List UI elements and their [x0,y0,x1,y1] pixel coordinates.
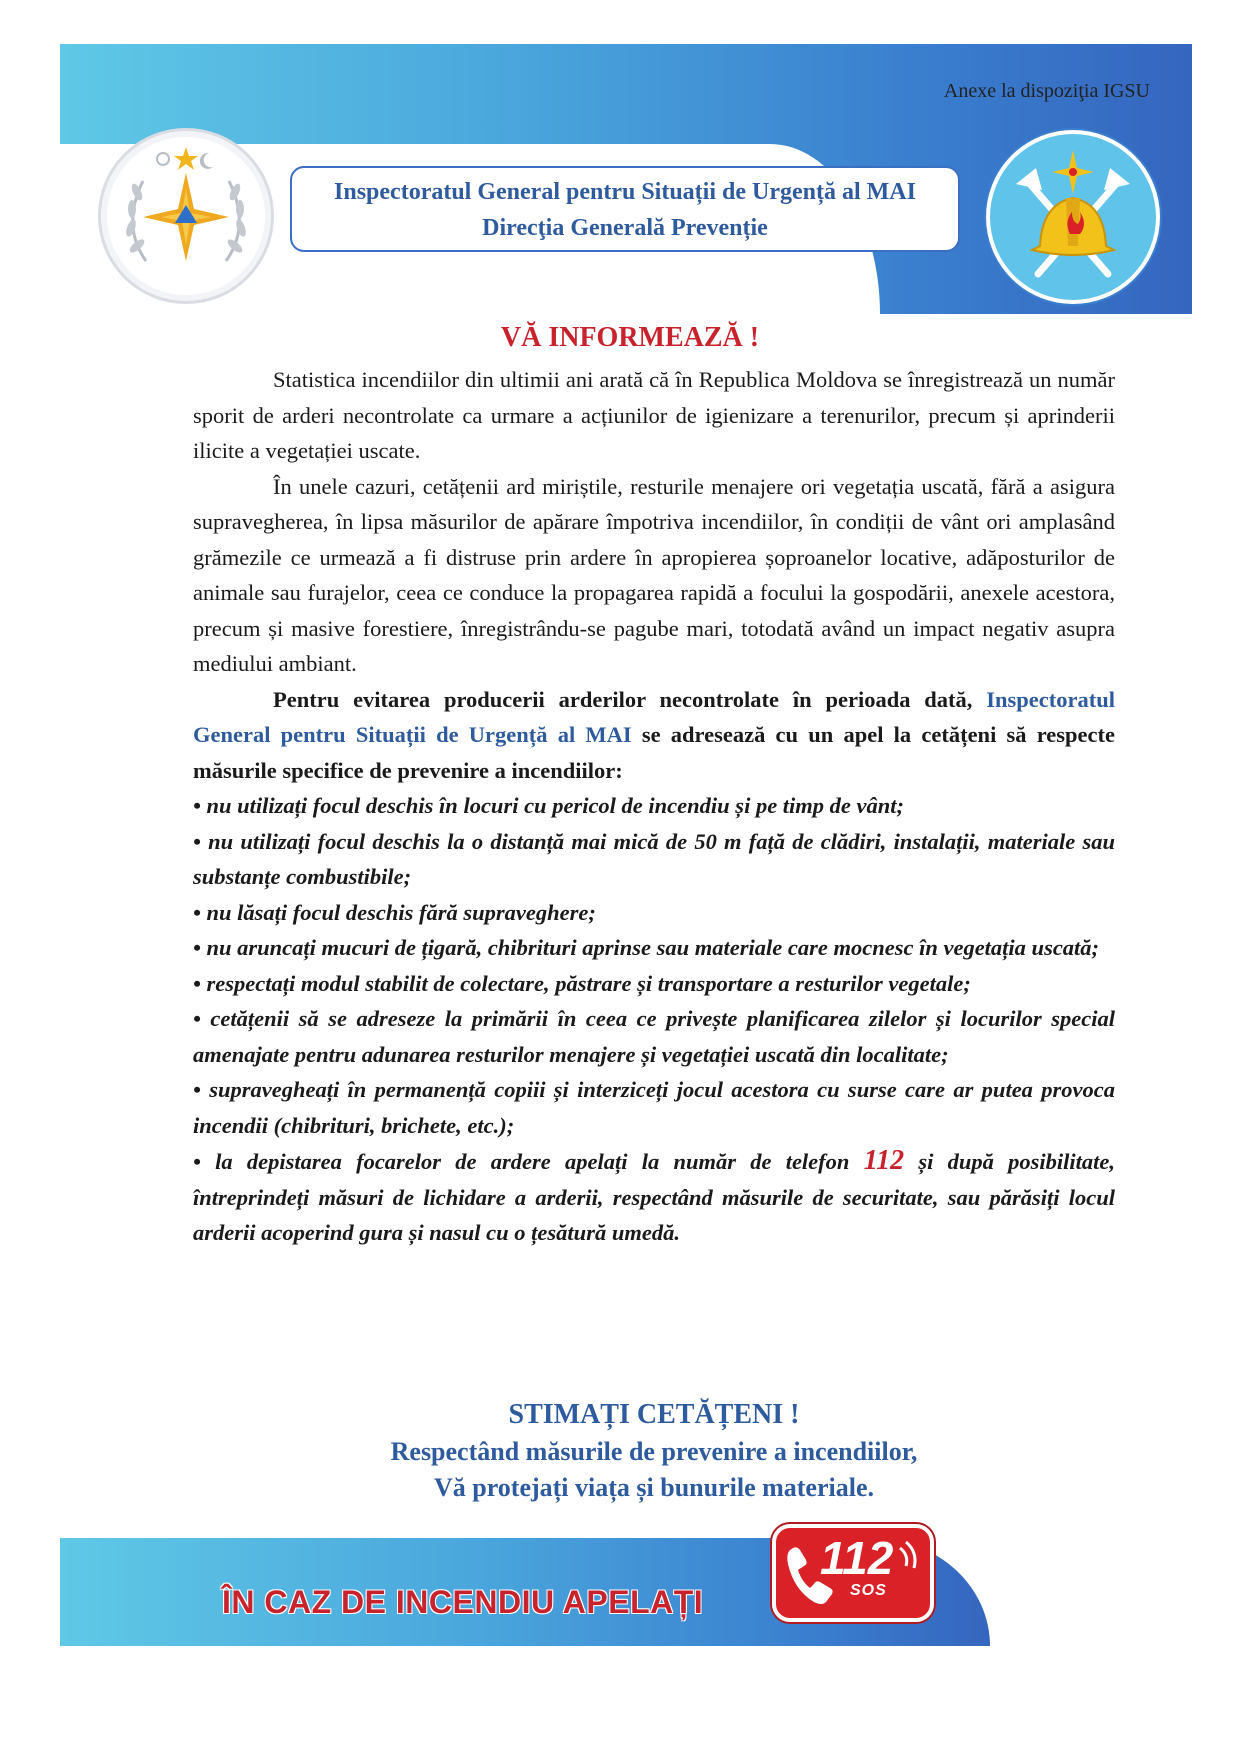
closing-title: STIMAȚI CETĂȚENI ! [508,1399,800,1430]
list-item: • nu utilizați focul deschis la o distanță mai mică de 50 m față de clădiri, instalații, materiale sau substanțe combustibile; [193,828,1115,889]
badge-number: 112 [820,1532,894,1584]
closing-message [193,1396,1115,1506]
paragraph-appeal [193,682,1115,789]
firefighter-emblem-icon [986,130,1160,304]
prevention-measures-list [193,788,1115,1251]
appeal-organization: Inspectoratul General pentru Situații de Urgență al MAI [193,686,1115,747]
annex-reference: Anexe la dispoziţia IGSU [943,80,1150,102]
closing-line-1: Respectând măsurile de prevenire a incendiilor, [390,1437,918,1466]
notice-body [193,362,1115,1251]
institution-title-box [290,166,960,252]
emergency-call-start: • la depistarea focarelor de ardere apelați la număr de telefon [193,1149,850,1174]
emergency-call-end: și după posibilitate, întreprindeți măsuri de lichidare a arderii, respectând măsurile de securitate, sau părăsiți locul arderii acoperind gura și nasul cu o țesătură umedă. [193,1149,1116,1245]
appeal-end: se adresează cu un apel la cetățeni să respecte măsurile specifice de prevenire a incendiilor: [193,722,1116,783]
closing-line-2: Vă protejați viața și bunurile materiale. [433,1473,875,1502]
igsu-emblem-icon [98,128,274,304]
institution-name: Inspectoratul General pentru Situații de Urgență al MAI [334,179,916,205]
emergency-number: 112 [863,1145,905,1176]
paragraph-statistics: Statistica incendiilor din ultimii ani arată că în Republica Moldova se înregistrează un număr sporit de arderi necontrolate ca urmare a acțiunilor de igienizare a terenurilor, precum și aprinderii ilicite a vegetației uscate. [193,367,1115,463]
list-item: • cetățenii să se adreseze la primării în ceea ce privește planificarea zilelor și locurilor special amenajate pentru adunarea resturilor menajere și vegetației uscată din localitate; [193,1006,1115,1067]
list-item: • nu utilizați focul deschis în locuri cu pericol de incendiu și pe timp de vânt; [193,793,905,818]
badge-label: SOS [850,1582,887,1599]
list-item-emergency-call [193,1143,1115,1251]
list-item: • supravegheați în permanență copiii și interziceți jocul acestora cu surse care ar putea provoca incendii (chibrituri, brichete, etc.); [193,1077,1115,1138]
list-item: • nu lăsați focul deschis fără supraveghere; [193,899,596,925]
page-heading: VĂ INFORMEAZĂ ! [500,322,760,353]
footer-call-text: ÎN CAZ DE INCENDIU APELAȚI [222,1584,704,1620]
list-item: • nu aruncați mucuri de țigară, chibrituri aprinse sau materiale care mocnesc în vegetația uscată; [193,935,1100,960]
appeal-start: Pentru evitarea producerii arderilor necontrolate în perioada dată, [273,686,973,712]
paragraph-causes: În unele cazuri, cetățenii ard miriștile, resturile menajere ori vegetația uscată, fără a asigura supravegherea, în lipsa măsurilor de apărare împotriva incendiilor, în condiții de vânt ori amplasând grămezile ce urmează a fi distruse prin ardere în apropierea șoproanelor locative, adăposturilor de animale sau furajelor, ceea ce conduce la propagarea rapidă a focului la gospodării, anexele acestora, precum și masive forestiere, înregistrându-se pagube mari, totodată având un impact negativ asupra mediului ambiant. [193,473,1115,676]
list-item: • respectați modul stabilit de colectare, păstrare și transportare a resturilor vegetale; [193,970,971,996]
emergency-112-badge [772,1524,934,1622]
directorate-name: Direcţia Generală Prevenție [482,215,768,241]
